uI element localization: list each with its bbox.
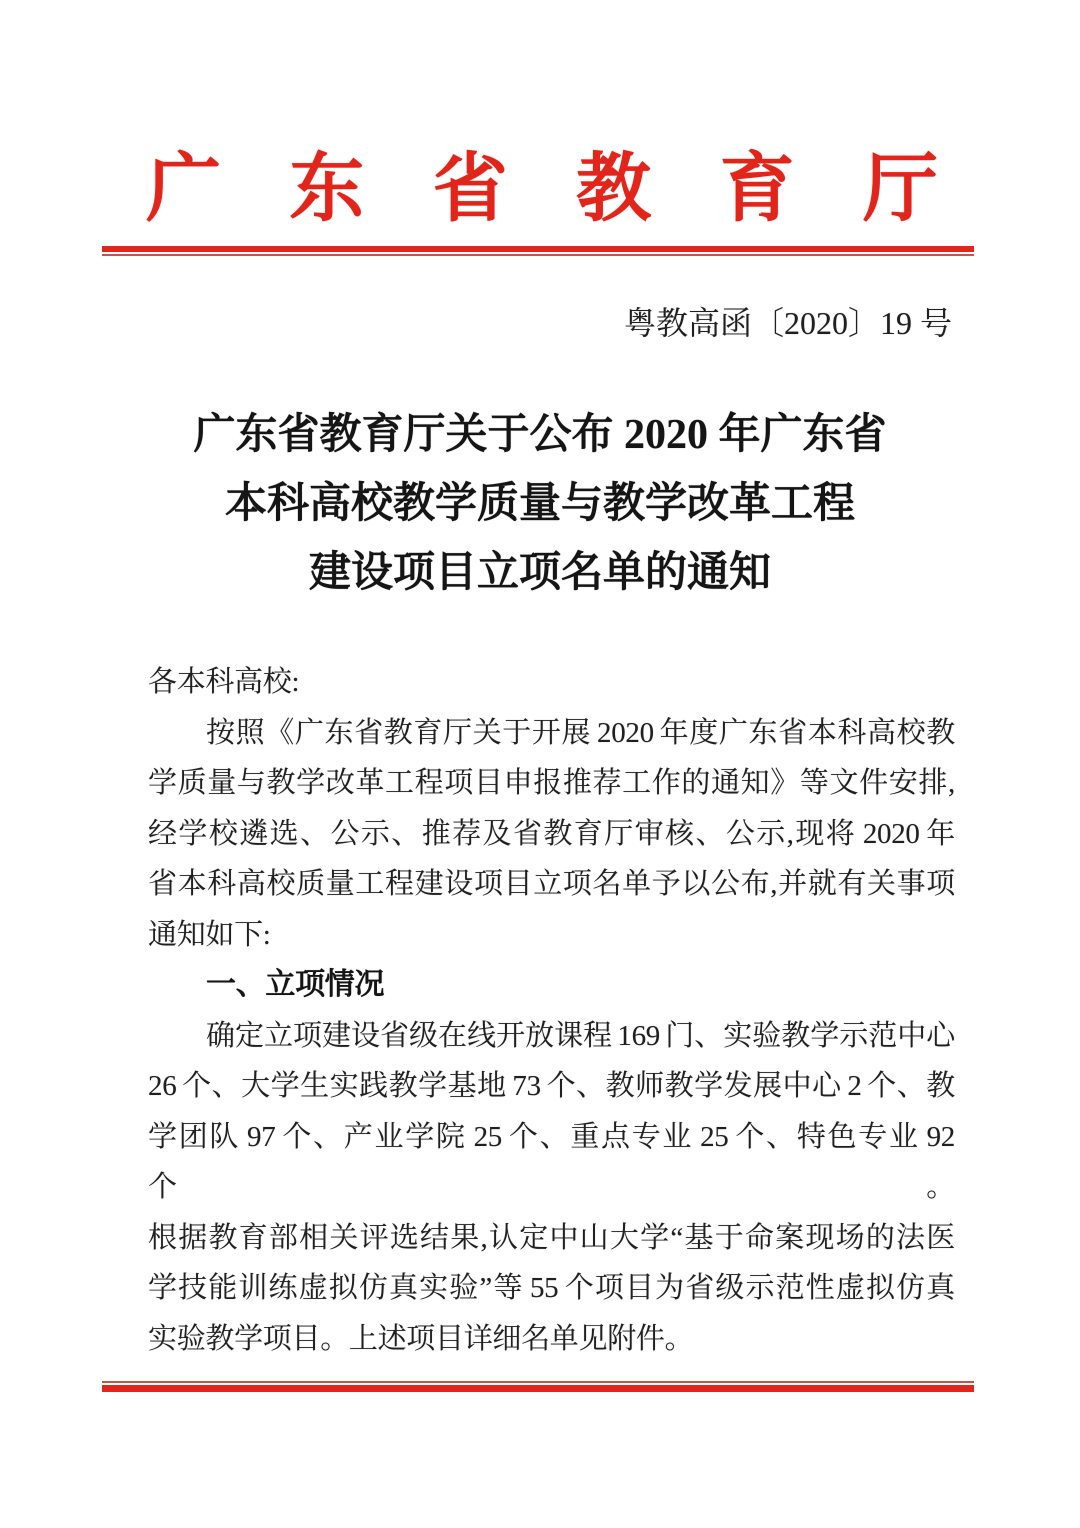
body-line: 通知如下:: [148, 918, 271, 951]
body-line: 根据教育部相关评选结果,认定中山大学“基于命案现场的法医: [148, 1221, 955, 1254]
agency-header-char: 东: [289, 148, 365, 231]
notice-title-line: 广东省教育厅关于公布 2020 年广东省: [193, 412, 887, 458]
agency-header-char: 厅: [862, 148, 938, 231]
salutation: 各本科高校:: [148, 666, 300, 698]
footer-rule-thick: [102, 1385, 974, 1392]
section-heading: 一、立项情况: [206, 968, 385, 1001]
footer-rule-thin: [102, 1381, 974, 1383]
header-rule-thin: [102, 254, 974, 256]
agency-header: [146, 148, 938, 231]
notice-title-line: 建设项目立项名单的通知: [308, 550, 771, 596]
body-line: 学团队 97 个、产业学院 25 个、重点专业 25 个、特色专业 92 个。: [148, 1120, 955, 1203]
body-line: 学质量与教学改革工程项目申报推荐工作的通知》等文件安排,: [148, 767, 955, 799]
agency-header-char: 育: [719, 148, 795, 231]
body-line: 实验教学项目。上述项目详细名单见附件。: [148, 1322, 694, 1355]
document-number: 粤教高函〔2020〕19 号: [623, 305, 952, 341]
body-line: 省本科高校质量工程建设项目立项名单予以公布,并就有关事项: [148, 868, 955, 900]
body-line: 按照《广东省教育厅关于开展 2020 年度广东省本科高校教: [206, 716, 955, 749]
body-line: 经学校遴选、公示、推荐及省教育厅审核、公示,现将 2020 年: [148, 817, 955, 850]
body-line: 确定立项建设省级在线开放课程 169 门、实验教学示范中心: [206, 1019, 955, 1052]
agency-header-char: 教: [576, 148, 652, 231]
agency-header-char: 省: [432, 148, 508, 231]
body-line: 26 个、大学生实践教学基地 73 个、教师教学发展中心 2 个、教: [148, 1070, 955, 1102]
header-rule-thick: [102, 246, 974, 252]
footer-rule: [102, 1381, 974, 1392]
body-line: 学技能训练虚拟仿真实验”等 55 个项目为省级示范性虚拟仿真: [148, 1272, 955, 1304]
notice-title-line: 本科高校教学质量与教学改革工程: [224, 481, 855, 527]
notice-body: [148, 657, 955, 1364]
agency-header-char: 广: [146, 148, 222, 231]
notice-title: [0, 401, 1080, 608]
header-rule: [102, 246, 974, 256]
